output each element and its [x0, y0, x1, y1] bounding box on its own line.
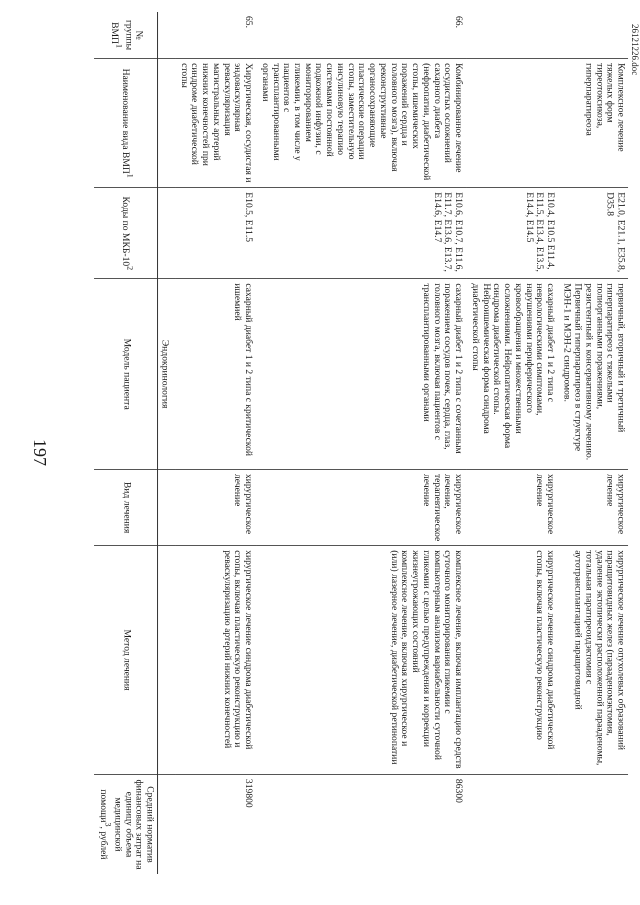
vmp-table — [94, 12, 628, 874]
cell-kind: хирургическое лечение — [558, 469, 628, 545]
cell-method: комплексное лечение, включая имплантацию средств суточного мониторирования гликемии с компьютерным анализом вариабельности суточной гликемии с целью предупреждения и коррекции жизнеугрожающих состояний комплексное лечение, включая хирургическое и (или) лазерное лечение, диабетической ретинопатии — [256, 546, 466, 775]
section-row — [157, 12, 174, 874]
col-header-model: Модель пациента — [94, 279, 157, 470]
table-row — [466, 12, 558, 874]
table-row — [558, 12, 628, 874]
cell-method: хирургическое лечение опухолевых образований паращитовидных желез (парааденомэктомия, удаление эктопически расположенной парааденомы, тотальная паратиреоидэктомия с аутотрансплантацией паращитовидной — [558, 546, 628, 775]
cell-norm: 319800 — [242, 778, 254, 808]
cell-model: первичный, вторичный и третичный гиперпаратиреоз с тяжелыми полиорганными поражениями, резистентный к консервативному лечению. Первичный гиперпаратиреоз в структуре МЭН-1 и МЭН-2 синдромов. — [558, 279, 628, 470]
col-header-name: Наименование вида ВМП$^1$ — [94, 59, 157, 188]
cell-name — [466, 59, 558, 188]
cell-kind: хирургическое лечение — [175, 469, 256, 545]
cell-number — [558, 12, 628, 59]
col-header-norm: Средний норматив финансовых затрат на единицу объема медицинской помощи$^3$, рублей — [94, 774, 157, 874]
cell-codes: E10.5, E11.5 — [175, 188, 256, 279]
cell-number: 65. — [175, 12, 256, 59]
cell-kind: хирургическое лечение — [466, 469, 558, 545]
cell-codes: E10.4, E10.5 E11.4, E11.5, E13.4, E13.5, E14.4, E14.5 — [466, 188, 558, 279]
cell-name: Хирургическая, сосудистая и эндоваскулярная реваскуляризация магистральных артерий нижних конечностей при синдроме диабетической стопы — [175, 59, 256, 188]
col-header-number: № группы ВМП$^1$ — [94, 12, 157, 59]
cell-name: Комбинированное лечение сосудистых осложнений сахарного диабета (нефропатии, диабетической стопы, ишемических поражений сердца и головного мозга), включая реконструктивные органосохраняющие пластические операции стопы, заместительную инсулиновую терапию системами постоянной подкожной инфузии, с мониторированием гликемии, в том числе у пациентов с трансплантированными органами — [256, 59, 466, 188]
page-number: 197 — [30, 439, 50, 466]
table-row — [256, 12, 466, 874]
cell-norm — [466, 774, 558, 874]
col-header-kind: Вид лечения — [94, 469, 157, 545]
cell-model: сахарный диабет 1 и 2 типа с неврологическими симптомами, нарушениями периферического кровообращения и множественными осложнениями. Нейропатическая форма синдрома диабетической стопы. Нейроишемическая форма синдрома диабетической стопы — [466, 279, 558, 470]
section-title: Эндокринология — [157, 279, 174, 470]
cell-method: хирургическое лечение синдрома диабетической стопы, включая пластическую реконструкцию и реваскуляризацию артерий нижних конечностей — [175, 546, 256, 775]
cell-name: Комплексное лечение тяжелых форм тиреотоксикоза, гиперпаратиреоза — [558, 59, 628, 188]
cell-norm: 86300 — [452, 778, 464, 803]
col-header-method: Метод лечения — [94, 546, 157, 775]
cell-method: хирургическое лечение синдрома диабетической стопы, включая пластическую реконструкцию — [466, 546, 558, 775]
cell-codes: E10.6, E10.7, E11.6, E11.7, E13.6, E13.7, E14.6, E14.7 — [256, 188, 466, 279]
table-row — [175, 12, 256, 874]
cell-codes: E21.0, E21.1, E35.8, D35.8 — [558, 188, 628, 279]
cell-model: сахарный диабет 1 и 2 типа с критической ишемией — [175, 279, 256, 470]
cell-number: 66. — [256, 12, 466, 59]
col-header-codes: Коды по МКБ-$10^2$ — [94, 188, 157, 279]
cell-norm — [558, 774, 628, 874]
header-row — [94, 12, 157, 874]
cell-number — [466, 12, 558, 59]
cell-kind: хирургическое лечение, терапевтическое лечение — [256, 469, 466, 545]
cell-model: сахарный диабет 1 и 2 типа с сочетанным поражением сосудов почек, сердца, глаз, головного мозга, включая пациентов с трансплантированными органами — [256, 279, 466, 470]
document-id: 26121226.doc — [630, 24, 640, 76]
